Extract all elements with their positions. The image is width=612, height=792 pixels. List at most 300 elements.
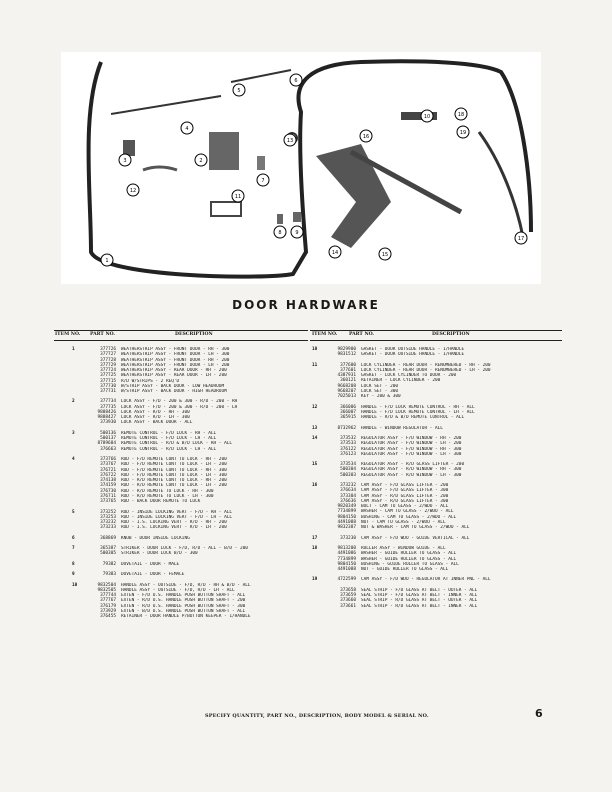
item-number (310, 452, 326, 457)
part-description: GASKET - LOCK CYLINDER TO DOOR - 200 (361, 373, 457, 379)
part-description: ROD - F/D REMOTE CONT TO LOCK - RH - 200 (121, 457, 227, 463)
callout-5 (233, 84, 245, 96)
part-number: 376730 (100, 488, 116, 494)
part-number: 376634 (340, 488, 356, 494)
svg-text:1: 1 (105, 258, 109, 264)
part-description: WASHER - GUIDE ROLLER TO GLASS - ALL (361, 551, 457, 557)
item-group (70, 399, 326, 425)
parts-row (310, 415, 566, 420)
item-number (310, 352, 326, 357)
part-description: ROD - F/D REMOTE CONT TO LOCK - LH - 200 (121, 462, 227, 468)
part-description: WEATHERSTRIP ASSY - REAR DOOR - RH - 200 (121, 368, 227, 373)
part-number: 373533 (340, 441, 356, 447)
rod-part-2 (231, 70, 291, 82)
item-group (310, 436, 566, 457)
item-number: 10 (72, 582, 78, 588)
callout-8 (274, 226, 286, 238)
part-description: WEATHERSTRIP ASSY - FRONT DOOR - RH - 200 (121, 357, 230, 363)
glass-channel-part (479, 132, 523, 237)
part-description: ROD - R/D REMOTE CONT TO LOCK - RH - 200 (121, 478, 227, 484)
part-description: ROD - BACK DOOR REMOTE TO LOCK (121, 499, 201, 505)
part-number: 376455 (100, 614, 116, 620)
callout-13 (284, 134, 296, 146)
col-header-desc-left: DESCRIPTION (175, 332, 213, 337)
callout-11 (232, 190, 244, 202)
item-group (70, 510, 326, 531)
part-description: ROD - R/D REMOTE TO LOCK - LH - 300 (121, 493, 214, 499)
part-description: HANDLE - R/D & B/D REMOTE CONTROL - ALL (361, 415, 465, 421)
callout-6 (290, 74, 302, 86)
part-number: 377724 (100, 368, 116, 373)
parts-list-left (70, 347, 326, 625)
part-number: 376721 (100, 467, 116, 473)
part-number: 7734899 (337, 556, 356, 562)
svg-text:14: 14 (331, 250, 339, 256)
part-description: LOCK ASSY - R/D - RH - 300 (121, 409, 190, 415)
parts-row (70, 562, 326, 567)
part-number: 377767 (100, 598, 116, 604)
part-number: 500136 (100, 430, 116, 436)
svg-text:9: 9 (295, 230, 299, 236)
part-number: 377731 (100, 389, 116, 394)
callout-10 (421, 110, 433, 122)
part-number: 79383 (102, 572, 116, 578)
svg-text:12: 12 (129, 188, 137, 194)
part-description: LOCK ASSY - BACK DOOR - ALL (121, 420, 193, 426)
header-rule-bottom-right (310, 340, 562, 341)
parts-row (310, 452, 566, 457)
part-description: REGULATOR ASSY - F/D WINDOW - LH - 200 (361, 441, 462, 447)
part-description: HANDLE ASSY - OUTSIDE - F/D, R/D - RH & B/D - ALL (121, 582, 251, 588)
part-number: 373232 (100, 520, 116, 525)
parts-row (70, 614, 326, 619)
callout-12 (127, 184, 139, 196)
item-number: 14 (312, 436, 318, 441)
item-number (70, 525, 86, 530)
part-number: 373767 (100, 462, 116, 468)
part-number: 374159 (100, 483, 116, 489)
part-description: BUSHING - CAM TO GLASS - 2/WDO - ALL (361, 514, 457, 520)
part-description: CAM ASSY - F/D GLASS LIFTER - 300 (361, 488, 449, 494)
part-description: ROD - R/D REMOTE CONT TO LOCK - LH - 200 (121, 483, 227, 489)
header-rule-bottom-left (54, 340, 308, 341)
part-description: ROD - INSIDE LOCKING VERT - F/D - LH - ALL (121, 514, 233, 520)
item-group (310, 462, 566, 478)
part-description: WEATHERSTRIP ASSY - FRONT DOOR - LH - 300 (121, 352, 230, 358)
part-description: SEAL STRIP - R/D GLASS AT BELT - INNER - ALL (361, 603, 478, 609)
item-number: 5 (72, 509, 75, 515)
part-description: REGULATOR ASSY - F/D WINDOW - LH - 300 (361, 451, 462, 457)
part-description: REGULATOR ASSY - R/D WINDOW - RH - 300 (361, 467, 462, 473)
part-number: 500303 (340, 472, 356, 478)
part-description: NUT - GUIDE ROLLER TO GLASS - ALL (361, 567, 449, 572)
part-number: 377727 (100, 352, 116, 358)
part-description: WEATHERSTRIP ASSY - FRONT DOOR - LH - 200 (121, 362, 230, 368)
item-group (70, 457, 326, 504)
part-number: 377600 (340, 362, 356, 368)
part-description: REMOTE CONTROL - R/D LOCK - LH - ALL (121, 446, 217, 452)
parts-row (310, 426, 566, 431)
parts-row (70, 551, 326, 556)
outside-handle-part (211, 202, 241, 216)
part-description: W/STRIP ASSY - BACK DOOR - HIGH HEADROOM (121, 389, 227, 394)
part-number: 373232 (340, 483, 356, 489)
dovetail-female-part (293, 212, 301, 222)
item-number (70, 614, 86, 619)
callout-7 (257, 174, 269, 186)
svg-text:5: 5 (237, 88, 241, 94)
part-description: STRIKER - DOOR LOCK B/D - 300 (121, 551, 198, 557)
col-header-item-right: ITEM NO. (312, 332, 338, 337)
item-number: 3 (72, 430, 75, 436)
item-number: 11 (312, 362, 318, 368)
parts-row (310, 525, 566, 530)
part-number: 7734899 (337, 509, 356, 515)
part-number: 368869 (100, 535, 116, 541)
item-number: 1 (72, 347, 75, 352)
part-number: 9832387 (337, 525, 356, 531)
svg-text:16: 16 (362, 134, 370, 140)
item-number (70, 389, 86, 394)
part-description: DOVETAIL - DOOR - MALE (121, 561, 180, 567)
part-description: LOCK ASSY - F/D - 200 & 300 - R/D - 200 - LH (121, 404, 238, 410)
weatherstrip-part (89, 61, 532, 276)
part-number: 9813200 (337, 546, 356, 551)
parts-row (70, 420, 326, 425)
part-number: 4491086 (337, 551, 356, 557)
part-number: 365387 (100, 546, 116, 552)
callout-19 (457, 126, 469, 138)
svg-text:7: 7 (261, 178, 265, 184)
svg-text:6: 6 (294, 78, 298, 84)
callout-15 (379, 248, 391, 260)
part-number: 373930 (100, 420, 116, 426)
part-description: REGULATOR ASSY - F/D WINDOW - RH - 200 (361, 436, 462, 441)
part-description: SEAL STRIP - F/D GLASS AT BELT - INNER - ALL (361, 593, 478, 599)
handle-part (143, 167, 177, 170)
part-number: 373253 (100, 514, 116, 520)
item-group (70, 431, 326, 452)
part-description: CAM ASSY - F/D WDO - GUIDE VERTICAL - ALL (361, 535, 470, 541)
callout-17 (515, 232, 527, 244)
svg-text:15: 15 (381, 252, 389, 258)
lock-assembly-part (209, 132, 239, 170)
item-number: 18 (312, 546, 318, 551)
part-description: EXTEN - B/D O.S. HANDLE PUSH BUTTON SHAFT - ALL (121, 608, 246, 614)
item-group (310, 588, 566, 609)
item-group (310, 347, 566, 358)
part-description: KEY - 200 & 300 (361, 394, 401, 400)
part-description: R/D W/STRIPS - 2 REQ'D (121, 378, 180, 384)
part-number: 377735 (100, 404, 116, 410)
parts-row (70, 389, 326, 394)
callout-2 (195, 154, 207, 166)
part-number: 373766 (100, 457, 116, 463)
part-description: CAM ASSY - R/D GLASS LIFTER - 200 (361, 493, 449, 499)
part-description: NUT - CAM TO GLASS - 2/WDO - ALL (361, 519, 446, 525)
callout-16 (360, 130, 372, 142)
part-number: 373659 (340, 593, 356, 599)
svg-text:4: 4 (185, 126, 189, 132)
parts-row (70, 447, 326, 452)
item-number (310, 394, 326, 399)
part-description: NUT & WASHER - CAM TO GLASS - 2/WDO - ALL (361, 525, 470, 531)
striker-part (257, 156, 265, 170)
header-rule-top-left (54, 330, 308, 331)
item-number: 4 (72, 457, 75, 463)
part-description: CAM ASSY - R/D GLASS LIFTER - 300 (361, 498, 449, 504)
item-group (70, 347, 326, 394)
svg-text:18: 18 (457, 112, 465, 118)
part-description: CAM ASSY - F/D WDO - REGULATOR AT INNER PNL - ALL (361, 577, 491, 583)
item-number (70, 447, 86, 452)
parts-row (310, 536, 566, 541)
item-group (70, 536, 326, 541)
part-number: 373252 (100, 509, 116, 515)
parts-row (310, 604, 566, 609)
part-description: EXTEN - R/D O.S. HANDLE PUSH BUTTON SHAFT - 200 (121, 598, 246, 604)
part-number: 377715 (100, 378, 116, 384)
part-number: 9888426 (97, 409, 116, 415)
item-number (70, 499, 86, 504)
part-number: 9829900 (337, 347, 356, 352)
part-description: GASKET - DOOR OUTSIDE HANDLE - 1/HANDLE (361, 347, 465, 352)
col-header-part-right: PART NO. (349, 332, 374, 337)
callout-markers (101, 74, 527, 266)
part-description: W/STRIP ASSY - BACK DOOR - LOW HEADROOM (121, 383, 225, 389)
item-group (310, 363, 566, 400)
item-number (310, 604, 326, 609)
item-number: 15 (312, 462, 318, 468)
part-description: REGULATOR ASSY - R/D GLASS LIFTER - 200 (361, 462, 465, 468)
parts-row (310, 473, 566, 478)
part-number: 4491088 (337, 567, 356, 572)
item-group (310, 536, 566, 541)
item-number (310, 525, 326, 530)
svg-text:3: 3 (123, 158, 127, 164)
part-number: 365915 (340, 415, 356, 421)
part-number: 376711 (100, 493, 116, 499)
part-number: 366006 (340, 404, 356, 410)
part-description: KNOB - DOOR INSIDE LOCKING (121, 535, 190, 541)
part-description: SEAL STRIP - R/D GLASS AT BELT - OUTER - ALL (361, 598, 478, 604)
item-number: 17 (312, 535, 318, 541)
part-description: ROD - F/D REMOTE CONT TO LOCK - RH - 300 (121, 467, 227, 473)
page-number: 6 (535, 707, 543, 720)
part-number: 373765 (100, 499, 116, 505)
item-group (310, 405, 566, 421)
item-number: 19 (312, 577, 318, 583)
part-number: 374138 (100, 478, 116, 484)
part-number: 373534 (340, 462, 356, 468)
parts-row (310, 577, 566, 582)
part-number: 377734 (100, 399, 116, 405)
col-header-desc-right: DESCRIPTION (432, 332, 470, 337)
svg-text:19: 19 (459, 130, 467, 136)
part-number: 9668208 (337, 383, 356, 389)
part-number: 376636 (340, 498, 356, 504)
item-number: 8 (72, 561, 75, 567)
item-group (70, 562, 326, 567)
part-number: 9804150 (337, 561, 356, 567)
item-number: 7 (72, 546, 75, 552)
part-description: BUSHING - GUIDE ROLLER TO GLASS - ALL (361, 561, 459, 567)
part-number: 4387931 (337, 373, 356, 379)
rod-part (111, 96, 221, 114)
callout-14 (329, 246, 341, 258)
page-title: DOOR HARDWARE (232, 298, 380, 312)
part-description: CAM ASSY - F/D GLASS LIFTER - 200 (361, 483, 449, 489)
svg-text:8: 8 (278, 230, 282, 236)
part-number: 9820349 (337, 504, 356, 510)
part-number: 373304 (340, 493, 356, 499)
part-description: REMOTE CONTROL - F/D LOCK - LH - ALL (121, 436, 217, 442)
callout-3 (119, 154, 131, 166)
part-number: 376179 (100, 603, 116, 609)
part-number: 377744 (100, 593, 116, 599)
part-description: EXTEN - R/D O.S. HANDLE PUSH BUTTON SHAFT - 300 (121, 603, 246, 609)
parts-row (310, 352, 566, 357)
svg-text:13: 13 (286, 138, 294, 144)
part-description: DOVETAIL - DOOR - FEMALE (121, 572, 185, 578)
part-number: 373661 (340, 603, 356, 609)
part-number: 500305 (100, 551, 116, 557)
item-group (70, 546, 326, 557)
svg-text:11: 11 (234, 194, 242, 200)
regulator-part (316, 144, 391, 248)
item-number (70, 551, 86, 556)
part-description: WASHER - CAM TO GLASS - 2/WDO - ALL (361, 509, 454, 515)
parts-row (70, 536, 326, 541)
part-number: 377728 (100, 357, 116, 363)
part-number: 377725 (100, 373, 116, 379)
part-number: 376122 (340, 446, 356, 452)
part-description: HANDLE ASSY - OUTSIDE - F/D, R/D - LH - ALL (121, 587, 235, 593)
callout-9 (291, 226, 303, 238)
item-number: 10 (312, 347, 318, 352)
item-number (70, 420, 86, 425)
part-number: 376722 (100, 472, 116, 478)
part-description: LOCK SET - 300 (361, 388, 399, 394)
part-description: ROD - R/D REMOTE TO LOCK - RH - 300 (121, 488, 214, 494)
item-group (70, 572, 326, 577)
part-description: ROD - I.S. LOCKING VERT - R/D - LH - 200 (121, 525, 227, 531)
part-description: GASKET - DOOR OUTSIDE HANDLE - 1/HANDLE (361, 352, 465, 358)
part-number: 8789684 (97, 441, 116, 447)
part-number: 8732962 (337, 425, 356, 431)
item-group (310, 426, 566, 431)
part-description: HANDLE - F/D LOCK REMOTE CONTROL - RH - ALL (361, 404, 475, 410)
part-description: ROD - I.S. LOCKING VERT - R/D - RH - 200 (121, 520, 227, 525)
parts-row (70, 572, 326, 577)
parts-photo (61, 52, 541, 284)
svg-text:2: 2 (199, 158, 203, 164)
part-description: LOCK SET - 200 (361, 383, 399, 389)
item-number (310, 567, 326, 572)
callout-4 (181, 122, 193, 134)
parts-list-right (310, 347, 566, 614)
part-number: 7025013 (337, 394, 356, 400)
part-description: WEATHERSTRIP ASSY - FRONT DOOR - RH - 300 (121, 347, 230, 352)
part-description: HANDLE - F/D LOCK REMOTE CONTROL - LH - ALL (361, 409, 475, 415)
part-description: WEATHERSTRIP ASSY - REAR DOOR - LH - 200 (121, 373, 227, 379)
item-group (70, 583, 326, 620)
callout-18 (455, 108, 467, 120)
part-number: 377730 (100, 383, 116, 389)
part-number: 373660 (340, 598, 356, 604)
part-number: 9832505 (97, 587, 116, 593)
part-number: 377729 (100, 362, 116, 368)
part-number: 9888427 (97, 415, 116, 421)
part-description: LOCK ASSY - F/D - 200 & 300 - R/D - 200 - RH (121, 399, 238, 405)
part-description: SEAL STRIP - F/D GLASS AT BELT - OUTER - ALL (361, 587, 478, 593)
part-number: 9804150 (337, 514, 356, 520)
svg-text:10: 10 (423, 114, 431, 120)
parts-row (310, 567, 566, 572)
part-description: LOCK CYLINDER - REAR DOOR - RENUMBERED - LH - 200 (361, 367, 491, 373)
part-description: REGULATOR ASSY - R/D WINDOW - LH - 300 (361, 472, 462, 478)
part-number: 4722599 (337, 577, 356, 583)
part-number: 373658 (340, 587, 356, 593)
part-number: 360121 (340, 378, 356, 384)
item-group (310, 483, 566, 530)
item-number (310, 473, 326, 478)
part-number: 79382 (102, 561, 116, 567)
part-number: 4491088 (337, 519, 356, 525)
parts-illustration (61, 52, 541, 284)
item-number: 13 (312, 425, 318, 431)
item-number: 16 (312, 483, 318, 489)
part-description: LOCK CYLINDER - REAR DOOR - RENUMBERED - RH - 200 (361, 362, 491, 368)
part-description: LOCK ASSY - R/D - LH - 300 (121, 415, 190, 421)
part-number: 366007 (340, 409, 356, 415)
part-description: RETAINER - LOCK CYLINDER - 200 (361, 378, 441, 384)
part-number: 9668207 (337, 388, 356, 394)
item-number: 6 (72, 535, 75, 541)
part-number: 9831512 (337, 352, 356, 358)
part-description: ROLLER ASSY - WINDOW GUIDE - ALL (361, 546, 446, 551)
part-number: 373532 (340, 436, 356, 441)
part-number: 373929 (100, 608, 116, 614)
parts-row (70, 499, 326, 504)
callout-1 (101, 254, 113, 266)
header-rule-top-right (310, 330, 562, 331)
item-number: 2 (72, 399, 75, 405)
part-description: BOLT - CAM TO GLASS - 2/WDO - ALL (361, 504, 449, 510)
svg-text:17: 17 (517, 236, 525, 242)
part-number: 377601 (340, 367, 356, 373)
part-number: 373230 (340, 535, 356, 541)
parts-row (310, 394, 566, 399)
part-description: ROD - INSIDE LOCKING VERT - F/D - RH - ALL (121, 509, 233, 515)
part-description: EXTEN - F/D O.S. HANDLE PUSH BUTTON SHAFT - ALL (121, 593, 246, 599)
item-group (310, 577, 566, 582)
part-description: REGULATOR ASSY - F/D WINDOW - RH - 300 (361, 446, 462, 452)
part-number: 376663 (100, 446, 116, 452)
part-description: RETAINER - DOOR HANDLE P/BUTTON KEEPER - 1/HANDLE (121, 614, 251, 620)
part-description: REMOTE CONTROL - R/D & B/D LOCK - RH - ALL (121, 441, 233, 447)
part-number: 500137 (100, 436, 116, 442)
item-number (310, 415, 326, 420)
item-group (310, 546, 566, 572)
footer-instruction: SPECIFY QUANTITY, PART NO., DESCRIPTION, BODY MODEL & SERIAL NO. (205, 713, 429, 719)
parts-row (70, 525, 326, 530)
col-header-item-left: ITEM NO. (55, 332, 81, 337)
part-description: STRIKER - DOOR LOCK - F/D, R/D - ALL - B/D - 200 (121, 546, 248, 552)
part-description: WASHER - GUIDE ROLLER TO GLASS - ALL (361, 556, 457, 562)
part-description: HANDLE - WINDOW REGULATOR - ALL (361, 425, 443, 431)
part-description: ROD - F/D REMOTE CONT TO LOCK - LH - 300 (121, 472, 227, 478)
